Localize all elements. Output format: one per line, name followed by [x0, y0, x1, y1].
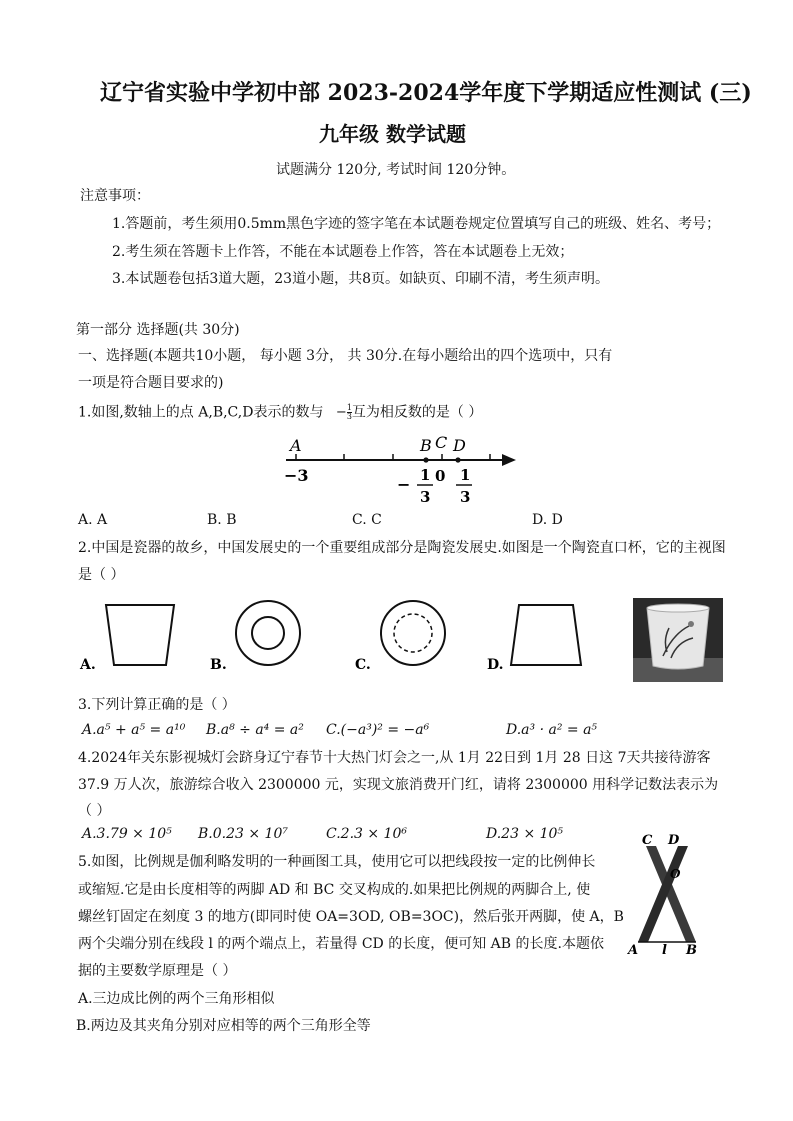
number-line	[280, 432, 530, 512]
label-b: B	[420, 436, 432, 455]
section-instructions: 一、选择题(本题共10小题， 每小题 3分， 共 30分.在每小题给出的四个选项中，只有	[78, 348, 613, 364]
q2-option-a-label: A.	[80, 657, 96, 673]
q2-option-d-label: D.	[487, 657, 504, 673]
section-instructions-cont: 一项是符合题目要求的)	[78, 375, 224, 391]
q5-stem-line: 两个尖端分别在线段 l 的两个端点上，若量得 CD 的长度，便可知 AB 的长度.本题依	[78, 936, 604, 952]
q1-option-b[interactable]: B. B	[207, 512, 237, 528]
q3-option-b[interactable]: B.a⁸ ÷ a⁴ = a²	[206, 722, 304, 738]
axis-arrow-icon	[502, 454, 516, 466]
q3-option-a[interactable]: A.a⁵ + a⁵ = a¹⁰	[82, 722, 186, 738]
q1-stem-fraction	[336, 402, 352, 423]
label-third-den: 3	[460, 488, 471, 506]
q4-stem: 4.2024年关东影视城灯会跻身辽宁春节十大热门灯会之一,从 1月 22日到 1月 28 日这 7天共接待游客	[78, 750, 711, 766]
q1-stem	[78, 402, 482, 423]
part1-heading: 第一部分 选择题(共 30分)	[76, 322, 240, 338]
exam-meta: 试题满分 120分, 考试时间 120分钟。	[276, 162, 516, 178]
label-c: C	[435, 433, 448, 452]
q5-stem-line: 5.如图，比例规是伽利略发明的一种画图工具，使用它可以把线段按一定的比例伸长	[78, 854, 596, 870]
q5-option-b[interactable]: B.两边及其夹角分别对应相等的两个三角形全等	[76, 1018, 371, 1034]
q2-option-b-label: B.	[210, 657, 227, 673]
q4-option-d[interactable]: D.23 × 10⁵	[486, 826, 564, 842]
q5-stem-line: 据的主要数学原理是（ ）	[78, 963, 237, 979]
ceramic-cup-photo	[633, 598, 723, 682]
q2-option-c-label: C.	[355, 657, 371, 673]
q1-option-a[interactable]: A. A	[78, 512, 108, 528]
q4-stem-cont: 37.9 万人次，旅游综合收入 2300000 元，实现文旅消费开门红，请将 2300000 用科学记数法表示为	[78, 777, 719, 793]
q1-option-c[interactable]: C. C	[352, 512, 382, 528]
q2-option-b-figure[interactable]	[208, 595, 318, 685]
note-item: 3.本试题卷包括3道大题，23道小题，共8页。如缺页、印刷不清，考生须声明。	[112, 271, 609, 287]
q1-option-d[interactable]: D. D	[532, 512, 563, 528]
point-d	[455, 457, 460, 462]
q4-option-b[interactable]: B.0.23 × 10⁷	[198, 826, 288, 842]
q2-option-c-figure[interactable]	[353, 595, 463, 685]
q1-stem-frac-den: 3	[346, 411, 352, 421]
q2-stem-cont: 是（ ）	[78, 567, 125, 583]
q4-option-a[interactable]: A.3.79 × 10⁵	[82, 826, 172, 842]
label-third-num: 1	[460, 466, 471, 484]
diagram-label-a: A	[628, 943, 639, 958]
label-neg-third-den: 3	[420, 488, 431, 506]
label-a: A	[290, 436, 302, 455]
q5-stem-line: 或缩短.它是由长度相等的两脚 AD 和 BC 交叉构成的.如果把比例规的两脚合上, 使	[78, 882, 591, 898]
point-b	[423, 457, 428, 462]
diagram-label-c: C	[642, 833, 653, 848]
q2-stem: 2.中国是瓷器的故乡，中国发展史的一个重要组成部分是陶瓷发展史.如图是一个陶瓷直口杯，它的主视图	[78, 540, 726, 556]
notes-heading: 注意事项：	[80, 188, 150, 204]
q1-stem-minus: −	[335, 405, 347, 420]
exam-subtitle: 九年级 数学试题	[319, 122, 466, 146]
q4-stem-paren: （ ）	[78, 803, 111, 819]
q1-stem-frac-num: 1	[346, 402, 352, 412]
q2-option-d-figure[interactable]	[485, 595, 595, 685]
note-item: 1.答题前，考生须用0.5mm黑色字迹的签字笔在本试题卷规定位置填写自己的班级、姓名、考号；	[112, 216, 721, 232]
q3-option-c[interactable]: C.(−a³)² = −a⁶	[326, 722, 430, 738]
proportional-compass-diagram	[622, 832, 722, 962]
q3-stem: 3.下列计算正确的是（ ）	[78, 697, 236, 713]
q3-option-d[interactable]: D.a³ · a² = a⁵	[506, 722, 598, 738]
note-item: 2.考生须在答题卡上作答，不能在本试题卷上作答，答在本试题卷上无效；	[112, 244, 574, 260]
q1-stem-text-end: 互为相反数的是（ ）	[351, 404, 483, 421]
exam-title: 辽宁省实验中学初中部 2023-2024学年度下学期适应性测试 (三)	[100, 80, 752, 106]
label-neg-third-num: 1	[420, 466, 431, 484]
q5-stem-line: 螺丝钉固定在刻度 3 的地方(即同时使 OA=3OD, OB=3OC)，然后张开两脚，使 A，B	[78, 909, 624, 925]
diagram-label-d: D	[668, 833, 680, 848]
q4-option-c[interactable]: C.2.3 × 10⁶	[326, 826, 407, 842]
label-neg-third-sign: −	[397, 475, 411, 494]
label-zero: 0	[435, 467, 446, 485]
diagram-label-b: B	[686, 943, 697, 958]
diagram-label-o: O	[670, 867, 681, 881]
label-d: D	[453, 436, 466, 455]
q5-option-a[interactable]: A.三边成比例的两个三角形相似	[78, 991, 275, 1007]
q2-option-a-figure[interactable]	[78, 595, 178, 685]
label-minus-three: −3	[284, 466, 309, 485]
diagram-label-l: l	[662, 943, 667, 958]
q1-stem-text: 1.如图,数轴上的点 A,B,C,D表示的数与	[78, 404, 324, 421]
